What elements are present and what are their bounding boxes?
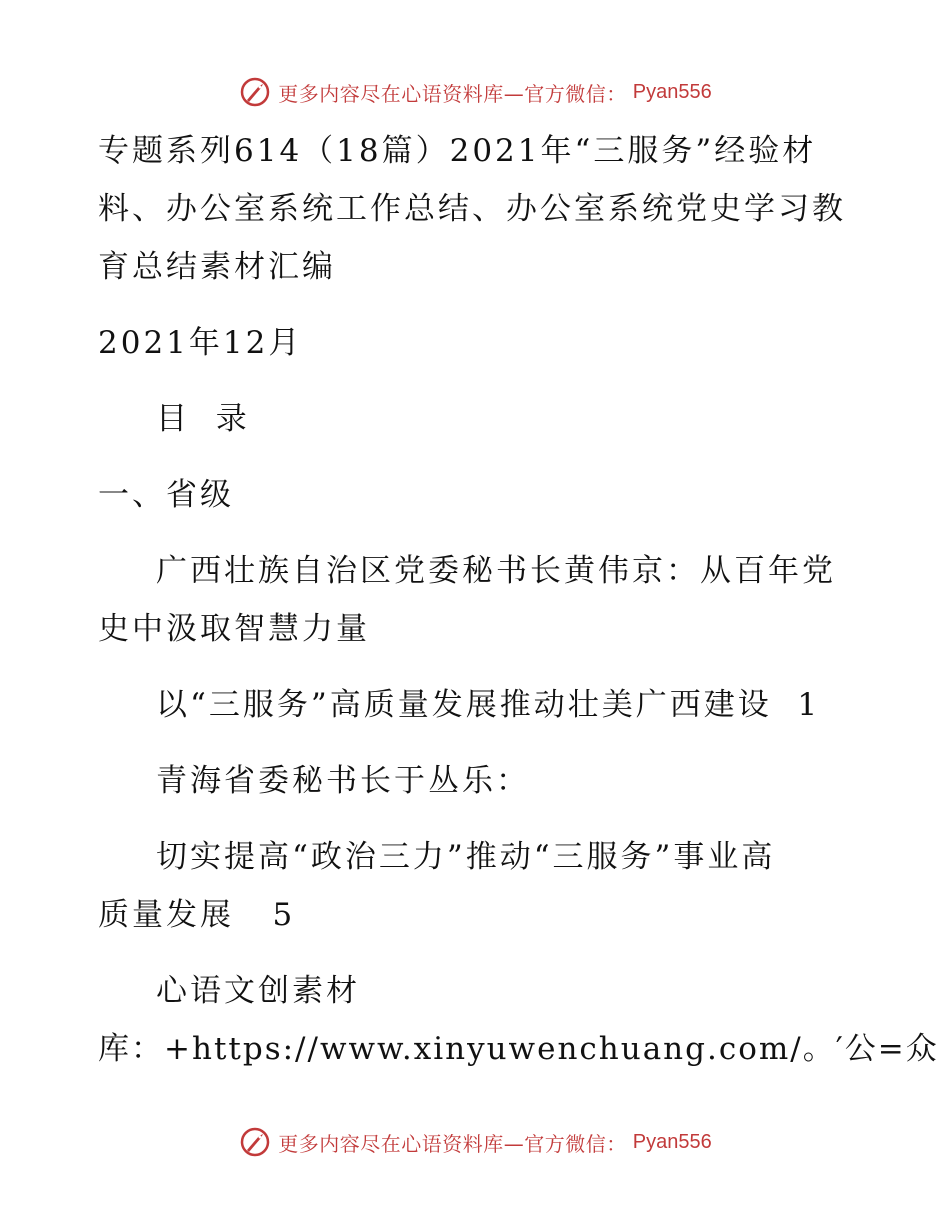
header-watermark bbox=[0, 72, 950, 112]
document-body bbox=[98, 122, 939, 1078]
toc-heading: 目 录 bbox=[156, 401, 250, 437]
toc-entry-line: 广西壮族自治区党委秘书长黄伟京：从百年党 bbox=[156, 553, 836, 589]
toc-entry-line: 青海省委秘书长于丛乐： bbox=[156, 763, 530, 799]
toc-entry-line: 质量发展 5 bbox=[98, 897, 296, 933]
pen-nib-circle-icon bbox=[238, 1125, 272, 1159]
pen-nib-circle-icon bbox=[238, 75, 272, 109]
toc-entry bbox=[98, 962, 939, 1078]
title-line-2: 料、办公室系统工作总结、办公室系统党史学习教 bbox=[98, 191, 846, 227]
watermark-wechat-id: Pyan556 bbox=[632, 1130, 712, 1153]
document-title bbox=[98, 122, 858, 296]
document-date: 2021年12月 bbox=[98, 325, 303, 361]
toc-entry-line: 史中汲取智慧力量 bbox=[98, 611, 370, 647]
toc-entry-line: 切实提高“政治三力”推动“三服务”事业高 bbox=[156, 839, 776, 875]
toc-entry bbox=[98, 676, 858, 734]
section-heading: 一、省级 bbox=[98, 477, 234, 513]
toc-entry bbox=[98, 828, 858, 944]
watermark-wechat-id: Pyan556 bbox=[632, 80, 712, 103]
title-line-1: 专题系列614（18篇）2021年“三服务”经验材 bbox=[98, 133, 817, 169]
watermark-text: 更多内容尽在心语资料库—官方微信： bbox=[278, 81, 627, 106]
toc-entry bbox=[98, 752, 858, 810]
website-link[interactable]: 库：+https://www.xinyuwenchuang.com/。′公=众 bbox=[98, 1031, 939, 1067]
toc-entry bbox=[98, 542, 858, 658]
watermark-text: 更多内容尽在心语资料库—官方微信： bbox=[278, 1131, 627, 1156]
toc-entry-line: 以“三服务”高质量发展推动壮美广西建设 1 bbox=[156, 687, 821, 723]
footer-watermark bbox=[0, 1122, 950, 1162]
toc-entry-line: 心语文创素材 bbox=[156, 973, 360, 1009]
title-line-3: 育总结素材汇编 bbox=[98, 249, 336, 285]
